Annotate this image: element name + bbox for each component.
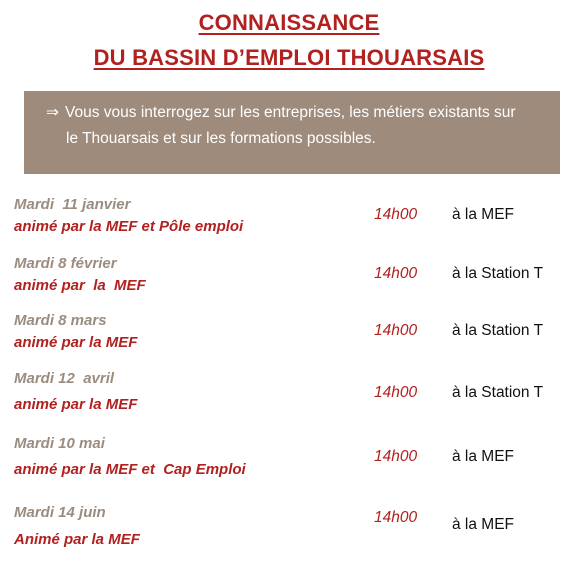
session-place: à la MEF: [452, 516, 515, 533]
session-place: à la Station T: [452, 322, 544, 339]
session-place: à la MEF: [452, 448, 515, 465]
session-organizer: animé par la MEF et Pôle emploi: [14, 218, 244, 235]
arrow-right-icon: ⇒: [46, 104, 59, 121]
session-row: [0, 504, 578, 550]
session-row: [0, 196, 578, 242]
session-time: 14h00: [374, 384, 418, 401]
session-row: [0, 255, 578, 301]
session-place: à la MEF: [452, 206, 515, 223]
session-row: [0, 370, 578, 416]
page-title-line-1: CONNAISSANCE: [198, 10, 380, 35]
session-organizer: Animé par la MEF: [14, 531, 140, 548]
session-time: 14h00: [374, 322, 418, 339]
session-time: 14h00: [374, 448, 418, 465]
session-organizer: animé par la MEF: [14, 334, 138, 351]
session-date: Mardi 8 mars: [14, 312, 107, 329]
session-date: Mardi 11 janvier: [14, 196, 131, 213]
page-title-line-2: DU BASSIN D’EMPLOI THOUARSAIS: [93, 45, 485, 70]
session-place: à la Station T: [452, 384, 544, 401]
session-date: Mardi 8 février: [14, 255, 117, 272]
session-time: 14h00: [374, 265, 418, 282]
intro-box: [24, 91, 560, 174]
session-date: Mardi 14 juin: [14, 504, 106, 521]
session-organizer: animé par la MEF et Cap Emploi: [14, 461, 246, 478]
session-organizer: animé par la MEF: [14, 277, 146, 294]
session-time: 14h00: [374, 509, 418, 526]
intro-text-1: Vous vous interrogez sur les entreprises, les métiers existants sur: [65, 104, 516, 121]
session-date: Mardi 12 avril: [14, 370, 115, 387]
session-time: 14h00: [374, 206, 418, 223]
session-date: Mardi 10 mai: [14, 435, 105, 452]
intro-line-1: [46, 100, 550, 126]
session-row: [0, 312, 578, 358]
intro-text-2: le Thouarsais et sur les formations possibles.: [66, 130, 376, 147]
session-organizer: animé par la MEF: [14, 396, 138, 413]
session-place: à la Station T: [452, 265, 544, 282]
session-row: [0, 435, 578, 481]
